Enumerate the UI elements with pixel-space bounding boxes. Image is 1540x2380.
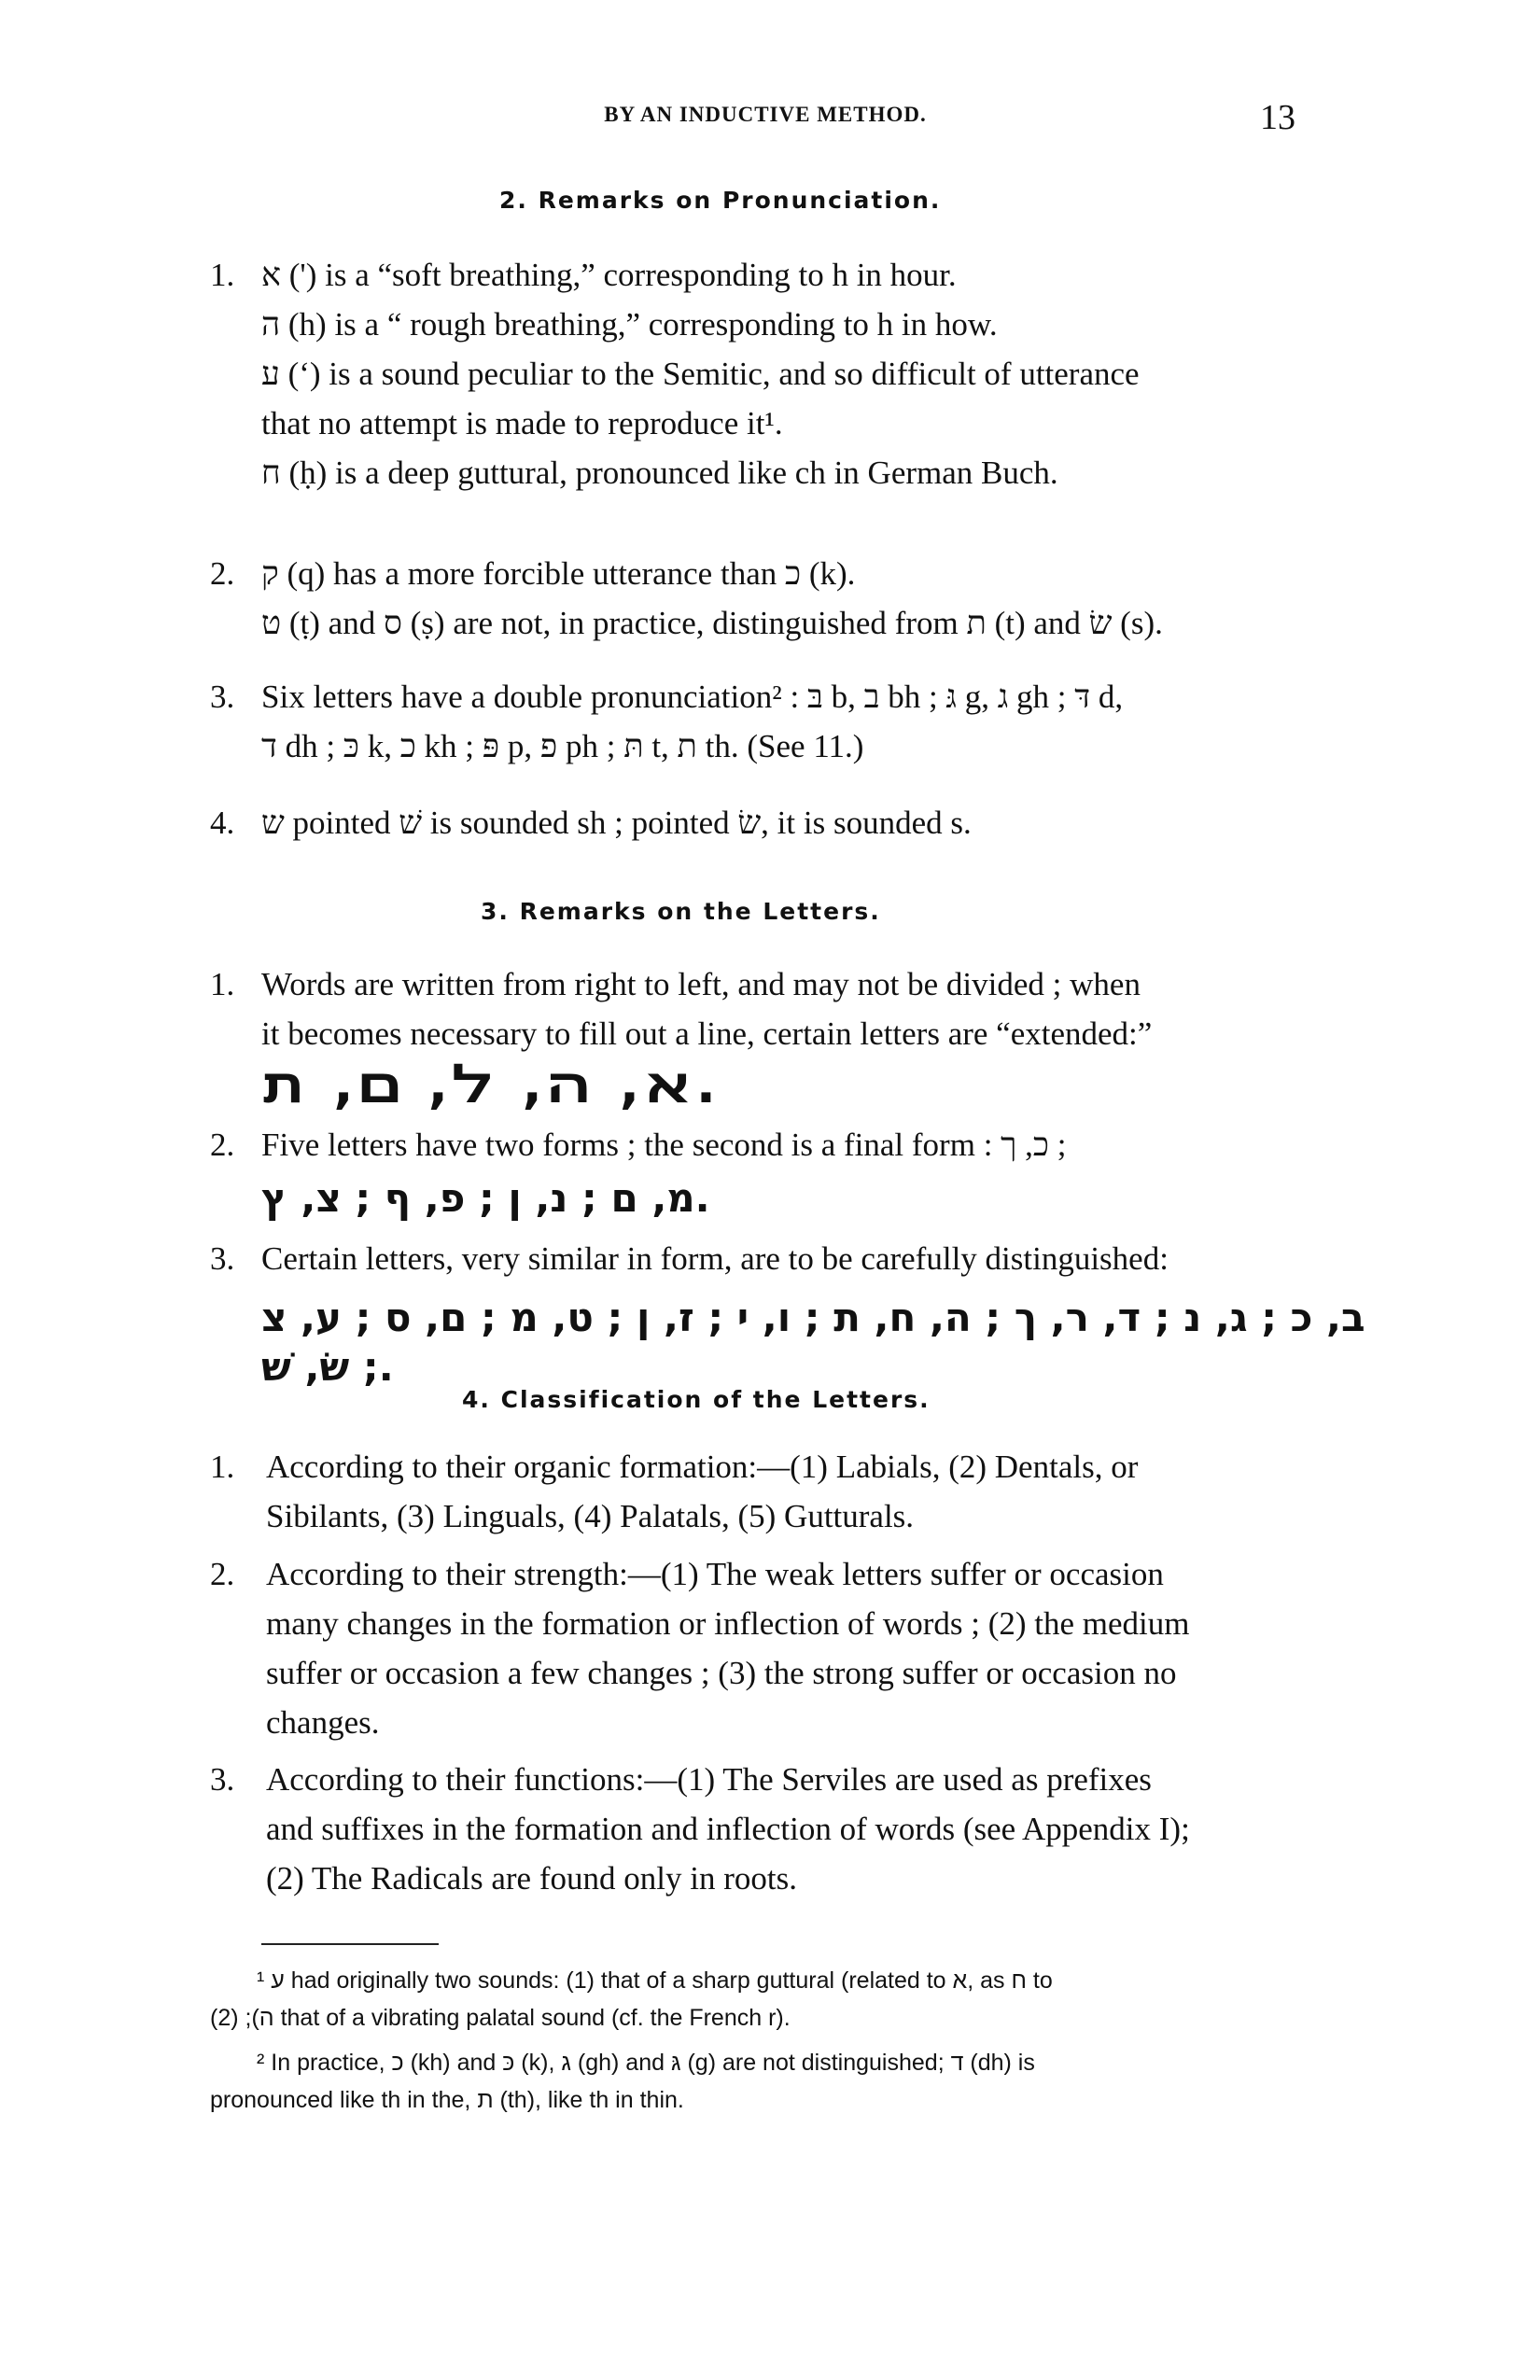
text-line: ד dh ; כּ k, כ kh ; פּ p, פ ph ; תּ t, ת th. (See 11.) (261, 728, 864, 764)
pronunciation-item-4 (261, 798, 1367, 847)
text-line: According to their organic formation:—(1) Labials, (2) Dentals, or (266, 1449, 1139, 1485)
item-number: 2. (210, 1127, 235, 1163)
item-number: 3. (210, 1240, 235, 1277)
pronunciation-item-2 (261, 549, 1367, 648)
footnote-line: pronounced like th in the, ת (th), like th in thin. (210, 2087, 684, 2113)
final-forms: מ, ם ; נ, ן ; פ, ף ; צ, ץ. (261, 1175, 710, 1221)
text-line: ט (ṭ) and ס (ṣ) are not, in practice, distinguished from ת (t) and שׂ (s). (261, 605, 1163, 641)
item-number: 2. (210, 1556, 235, 1592)
pronunciation-item-1 (261, 250, 1367, 497)
item-number: 1. (210, 257, 235, 293)
text-line: ה (h) is a “ rough breathing,” corresponding to h in how. (261, 306, 998, 343)
item-number: 1. (210, 966, 235, 1002)
text-line: ע (‘) is a sound peculiar to the Semitic, and so difficult of utterance (261, 356, 1140, 392)
item-number: 2. (210, 555, 235, 592)
footnote-line: ה); (2) that of a vibrating palatal sound (cf. the French r). (210, 2005, 791, 2031)
text-line: Certain letters, very similar in form, are to be carefully distinguished: (261, 1240, 1169, 1277)
letters-item-1 (261, 959, 1367, 1115)
text-line: Five letters have two forms ; the second is a final form : כ, ך ; (261, 1127, 1067, 1163)
letters-item-2 (261, 1120, 1367, 1223)
item-number: 3. (210, 1761, 235, 1798)
similar-letter-pairs: ב, כ ; ג, נ ; ד, ר, ך ; ה, ח, ת ; ו, י ; ז, ן ; ט, מ ; ם, ס ; ע, צ ; שׂ, שׁ. (261, 1295, 1365, 1390)
item-number: 1. (210, 1449, 235, 1485)
extended-letters: ﬡ, ﬣ, ﬥ, ﬦ, ﬨ. (261, 1055, 720, 1115)
pronunciation-item-3 (261, 672, 1367, 771)
text-line: many changes in the formation or inflection of words ; (2) the medium (266, 1605, 1190, 1642)
classification-item-1 (266, 1442, 1372, 1541)
text-line: ח (ḥ) is a deep guttural, pronounced like ch in German Buch. (261, 455, 1058, 491)
section-heading-pronunciation: 2. Remarks on Pronunciation. (499, 187, 942, 214)
text-line: ש pointed שׁ is sounded sh ; pointed שׂ, it is sounded s. (261, 805, 972, 841)
text-line: and suffixes in the formation and inflection of words (see Appendix I); (266, 1811, 1190, 1847)
text-line: it becomes necessary to fill out a line, certain letters are “extended:” (261, 1015, 1153, 1052)
footnote-2 (210, 2044, 1316, 2119)
text-line: that no attempt is made to reproduce it¹. (261, 405, 783, 441)
footnote-1 (210, 1962, 1316, 2037)
footnote-divider (261, 1943, 439, 1945)
classification-item-3 (266, 1755, 1372, 1903)
text-line: According to their functions:—(1) The Serviles are used as prefixes (266, 1761, 1152, 1798)
classification-item-2 (266, 1549, 1372, 1747)
text-line: (2) The Radicals are found only in roots. (266, 1860, 797, 1897)
footnote-line: ² In practice, כ (kh) and כּ (k), ג (gh) and גּ (g) are not distinguished; ד (dh) is (257, 2050, 1035, 2076)
letters-item-3 (261, 1234, 1367, 1392)
page-number: 13 (1260, 98, 1295, 137)
item-number: 4. (210, 805, 235, 841)
text-line: א (') is a “soft breathing,” corresponding to h in hour. (261, 257, 957, 293)
item-number: 3. (210, 679, 235, 715)
text-line: According to their strength:—(1) The weak letters suffer or occasion (266, 1556, 1164, 1592)
section-heading-classification: 4. Classification of the Letters. (462, 1386, 931, 1413)
text-line: ק (q) has a more forcible utterance than כ (k). (261, 555, 856, 592)
text-line: changes. (266, 1704, 380, 1741)
text-line: Six letters have a double pronunciation² : בּ b, ב bh ; גּ g, ג gh ; דּ d, (261, 679, 1124, 715)
text-line: suffer or occasion a few changes ; (3) the strong suffer or occasion no (266, 1655, 1177, 1691)
section-heading-letters: 3. Remarks on the Letters. (481, 898, 881, 925)
text-line: Words are written from right to left, and may not be divided ; when (261, 966, 1141, 1002)
text-line: Sibilants, (3) Linguals, (4) Palatals, (5) Gutturals. (266, 1498, 915, 1534)
running-header: BY AN INDUCTIVE METHOD. (604, 103, 927, 126)
footnote-line: ¹ ע had originally two sounds: (1) that of a sharp guttural (related to א, as ח to (257, 1967, 1053, 1994)
